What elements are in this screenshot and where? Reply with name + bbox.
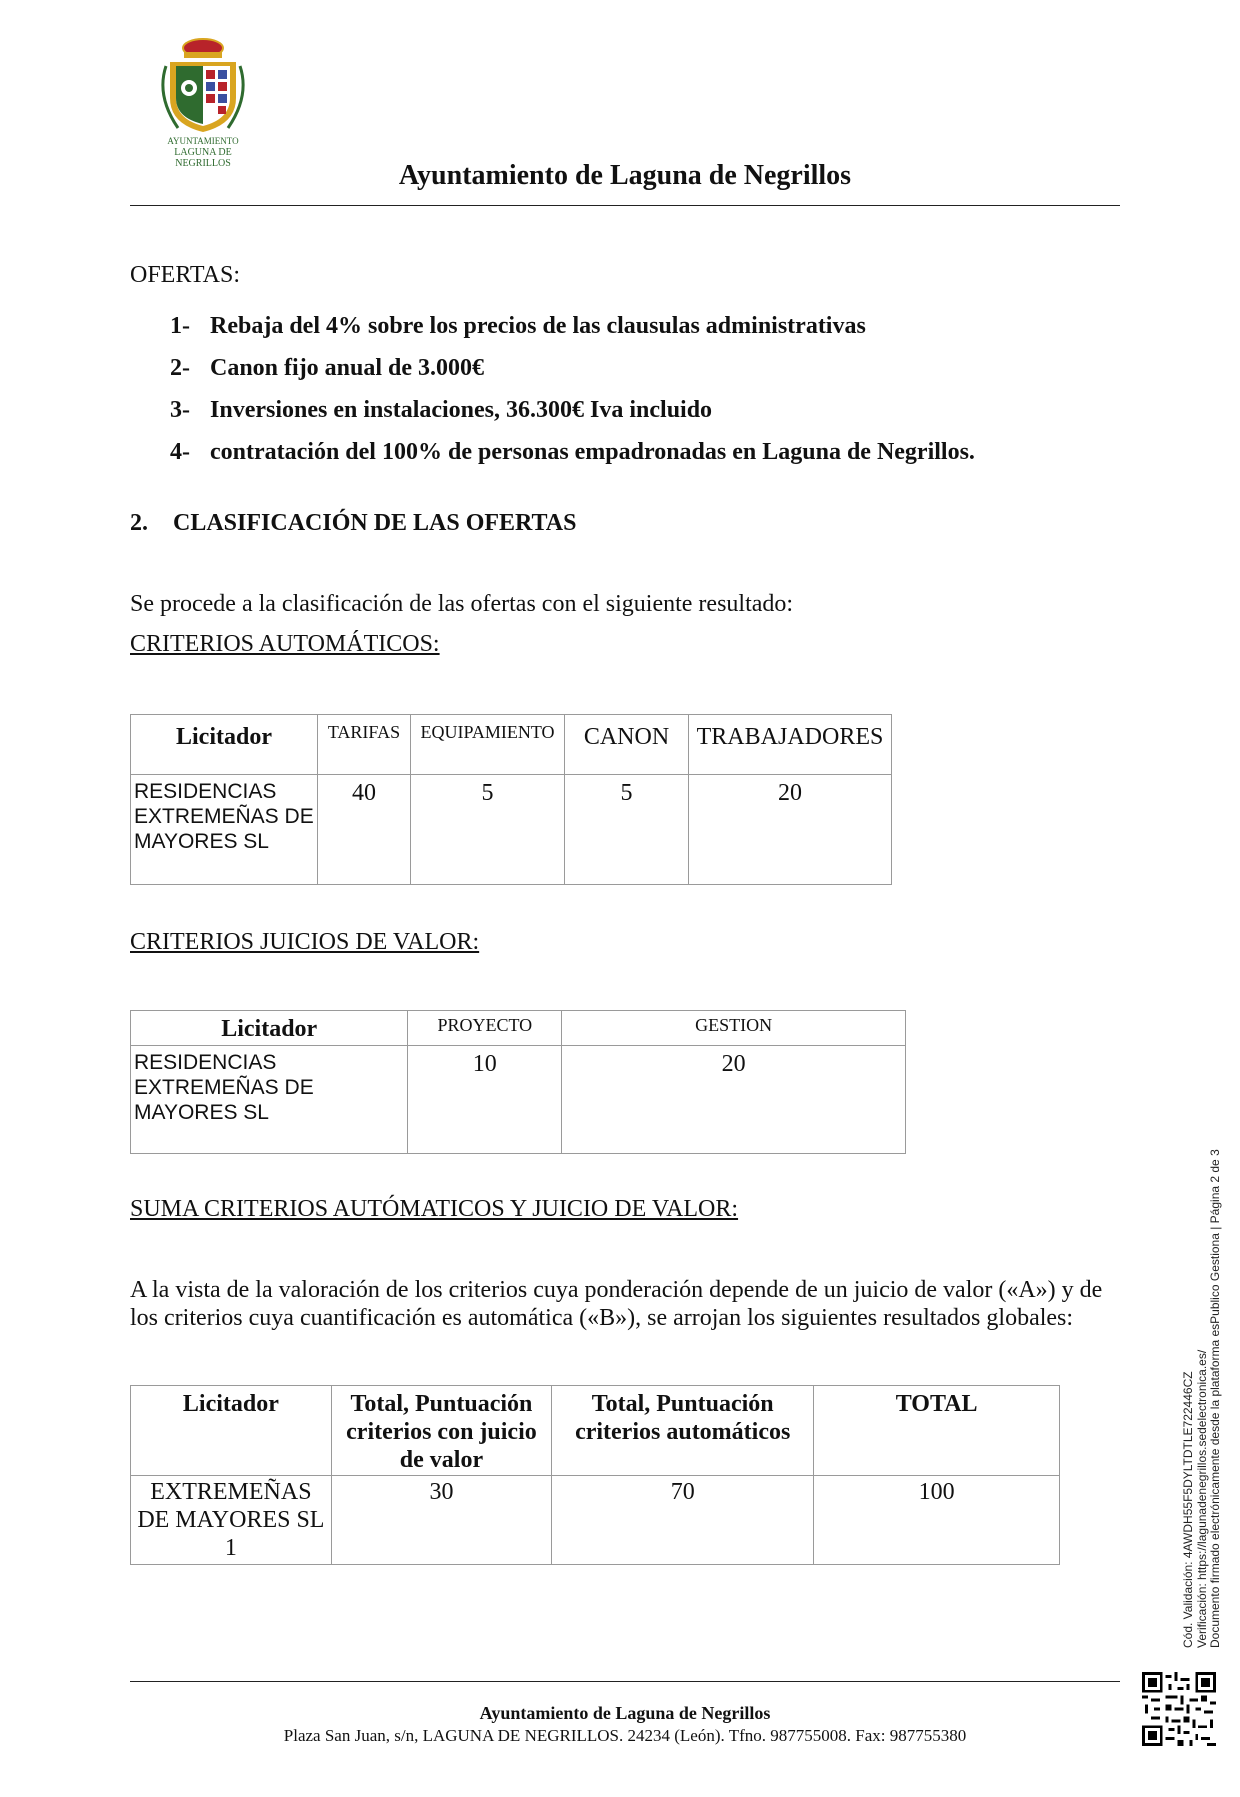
oferta-item: 2- Canon fijo anual de 3.000€ xyxy=(170,355,485,381)
section-number: 2. xyxy=(130,510,148,536)
cell-equipamiento: 5 xyxy=(411,775,565,885)
ofertas-list xyxy=(170,305,975,473)
table-header-row xyxy=(131,1386,1060,1476)
juicio-criteria-table xyxy=(130,1010,906,1154)
cell-licitador: EXTREMEÑAS DE MAYORES SL 1 xyxy=(131,1476,332,1565)
header-divider xyxy=(130,205,1120,206)
cell-canon: 5 xyxy=(565,775,689,885)
suma-heading: SUMA CRITERIOS AUTÓMATICOS Y JUICIO DE VALOR: xyxy=(130,1196,739,1222)
cell-proyecto: 10 xyxy=(408,1046,562,1154)
oferta-item: 4- contratación del 100% de personas empadronadas en Laguna de Negrillos. xyxy=(170,439,975,465)
suma-paragraph: A la vista de la valoración de los criterios cuya ponderación depende de un juicio de valor («A») y de los criterios cuya cuantificación es automática («B»), se arrojan los siguientes resultados globales: xyxy=(130,1277,1103,1331)
logo-caption-bottom: LAGUNA DE NEGRILLOS xyxy=(174,147,232,169)
footer-address: Plaza San Juan, s/n, LAGUNA DE NEGRILLOS. 24234 (León). Tfno. 987755008. Fax: 987755380 xyxy=(283,1726,967,1745)
signature-note: Documento firmado electrónicamente desde la plataforma esPublico Gestiona | Página 2 de 3 xyxy=(1208,1149,1222,1648)
footer-title: Ayuntamiento de Laguna de Negrillos xyxy=(479,1703,771,1723)
cell-trabajadores: 20 xyxy=(689,775,892,885)
auto-criteria-table xyxy=(130,714,892,885)
auto-criteria-heading: CRITERIOS AUTOMÁTICOS: xyxy=(130,631,440,657)
table-row xyxy=(131,1046,906,1154)
juicio-criteria-heading: CRITERIOS JUICIOS DE VALOR: xyxy=(130,929,480,955)
validation-sidebar xyxy=(1182,1108,1223,1648)
header-total: TOTAL xyxy=(814,1386,1060,1476)
cell-automatic-total: 70 xyxy=(552,1476,814,1565)
footer-divider xyxy=(130,1681,1120,1682)
cell-total: 100 xyxy=(814,1476,1060,1565)
header-trabajadores: TRABAJADORES xyxy=(689,715,892,775)
coat-of-arms-icon xyxy=(148,36,258,136)
header-licitador: Licitador xyxy=(131,715,318,775)
section-intro: Se procede a la clasificación de las ofertas con el siguiente resultado: xyxy=(130,591,794,617)
table-header-row xyxy=(131,1011,906,1046)
cell-tarifas: 40 xyxy=(318,775,411,885)
page-header-title: Ayuntamiento de Laguna de Negrillos xyxy=(398,160,852,191)
oferta-item: 1- Rebaja del 4% sobre los precios de las clausulas administrativas xyxy=(170,313,866,339)
section-heading xyxy=(130,509,576,537)
logo-caption-top: AYUNTAMIENTO xyxy=(167,136,239,146)
table-row xyxy=(131,775,892,885)
cell-juicio-total: 30 xyxy=(331,1476,551,1565)
qr-code-icon xyxy=(1142,1672,1216,1746)
cell-licitador: RESIDENCIAS EXTREMEÑAS DE MAYORES SL xyxy=(131,1046,408,1154)
table-header-row xyxy=(131,715,892,775)
oferta-item: 3- Inversiones en instalaciones, 36.300€ Iva incluido xyxy=(170,397,713,423)
header-tarifas: TARIFAS xyxy=(318,715,411,775)
header-automatic-total: Total, Puntuación criterios automáticos xyxy=(552,1386,814,1476)
header-canon: CANON xyxy=(565,715,689,775)
verification-url[interactable]: Verificación: https://lagunadenegrillos.sedelectronica.es/ xyxy=(1194,1349,1209,1648)
cell-licitador: RESIDENCIAS EXTREMEÑAS DE MAYORES SL xyxy=(131,775,318,885)
header-licitador: Licitador xyxy=(131,1386,332,1476)
header-equipamiento: EQUIPAMIENTO xyxy=(411,715,565,775)
municipal-coat-of-arms-logo xyxy=(148,36,258,169)
header-proyecto: PROYECTO xyxy=(408,1011,562,1046)
header-gestion: GESTION xyxy=(562,1011,906,1046)
section-title: CLASIFICACIÓN DE LAS OFERTAS xyxy=(173,510,577,536)
validation-code: Cód. Validación: 4AWDH55F5DYLTDTLE722446CZ xyxy=(1181,1371,1195,1648)
totals-table xyxy=(130,1385,1060,1565)
cell-gestion: 20 xyxy=(562,1046,906,1154)
ofertas-heading: OFERTAS: xyxy=(130,262,240,288)
table-row xyxy=(131,1476,1060,1565)
header-juicio-total: Total, Puntuación criterios con juicio de valor xyxy=(331,1386,551,1476)
header-licitador: Licitador xyxy=(131,1011,408,1046)
